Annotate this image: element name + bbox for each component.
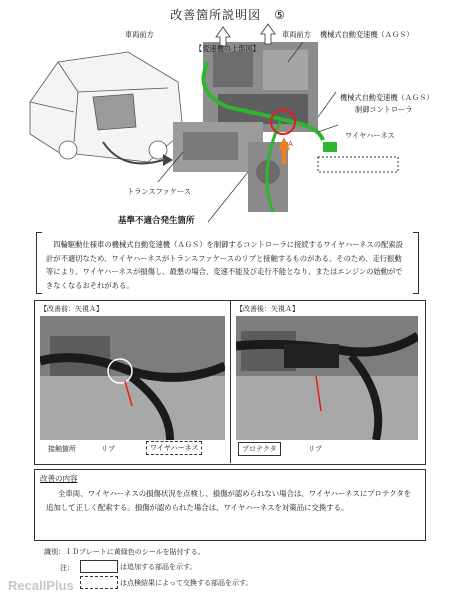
before-label: 【改善前：矢視Ａ】: [40, 305, 103, 313]
label-defect-location: 基準不適合発生箇所: [118, 216, 195, 226]
label-arrow-a: A: [288, 140, 293, 148]
label-front-right: 車両前方: [282, 30, 311, 39]
photo-divider: [230, 300, 231, 463]
note-prefix: 注：: [60, 564, 74, 572]
before-rib-label: リブ: [101, 445, 115, 453]
note-dashed: は点検結果によって交換する部品を示す。: [120, 579, 253, 587]
curved-arrow-head: [163, 154, 173, 166]
desc-bracket-right: [413, 232, 419, 294]
legend-solid-box: [80, 560, 118, 573]
label-wire-harness: ワイヤハーネス: [345, 131, 395, 140]
after-photo: [236, 316, 418, 440]
note-solid: は追加する部品を示す。: [120, 563, 197, 571]
front-arrow-right: [261, 24, 275, 44]
label-ags-controller-1: 機械式自動変速機（ＡＧＳ）: [340, 93, 434, 102]
page-title: 改善箇所説明図 ⑤: [170, 8, 286, 22]
label-view: 【変速機の上部図】: [195, 44, 260, 53]
legend-dashed-box: [80, 576, 118, 589]
before-wire-harness-label: ワイヤハーネス: [146, 441, 202, 455]
before-contact-label: 接触箇所: [48, 445, 76, 453]
after-protector-label: プロテクタ: [238, 442, 281, 456]
label-front-left: 車両前方: [125, 30, 154, 39]
label-ags: 機械式自動変速機（ＡＧＳ）: [320, 30, 414, 39]
before-photo: [40, 316, 225, 440]
improvement-text: 全車両、ワイヤハーネスの損傷状況を点検し、損傷が認められない場合は、ワイヤハーネスにプロテクタを追加して正しく配索する。損傷が認められた場合は、ワイヤハーネスを対策品に交換する。: [46, 489, 412, 512]
label-transfer-case: トランスファケース: [127, 187, 191, 196]
desc-bracket-left: [36, 232, 42, 294]
engine-block: [173, 42, 318, 212]
defect-description: 四輪駆動仕様車の機械式自動変速機（ＡＧＳ）を制御するコントローラに接続するワイヤハーネスの配索設計が不適切なため、ワイヤハーネスがトランスファケースのリブと接触するものがある。そのため、走行振動等により、ワイヤハーネスが損傷し、最悪の場合、変速不能及び走行不能となり、またはエンジンの始動ができなくなるおそれがある。: [46, 240, 403, 290]
after-label: 【改善後：矢視Ａ】: [236, 305, 299, 313]
label-ags-controller-2: 制御コントローラ: [355, 105, 413, 114]
improvement-heading: 改善の内容: [40, 474, 78, 483]
after-rib-label: リブ: [308, 445, 322, 453]
identification-note: 識別：ＩＤプレートに黄緑色のシールを貼付する。: [44, 548, 205, 556]
watermark-logo: RecallPlus: [8, 578, 74, 593]
